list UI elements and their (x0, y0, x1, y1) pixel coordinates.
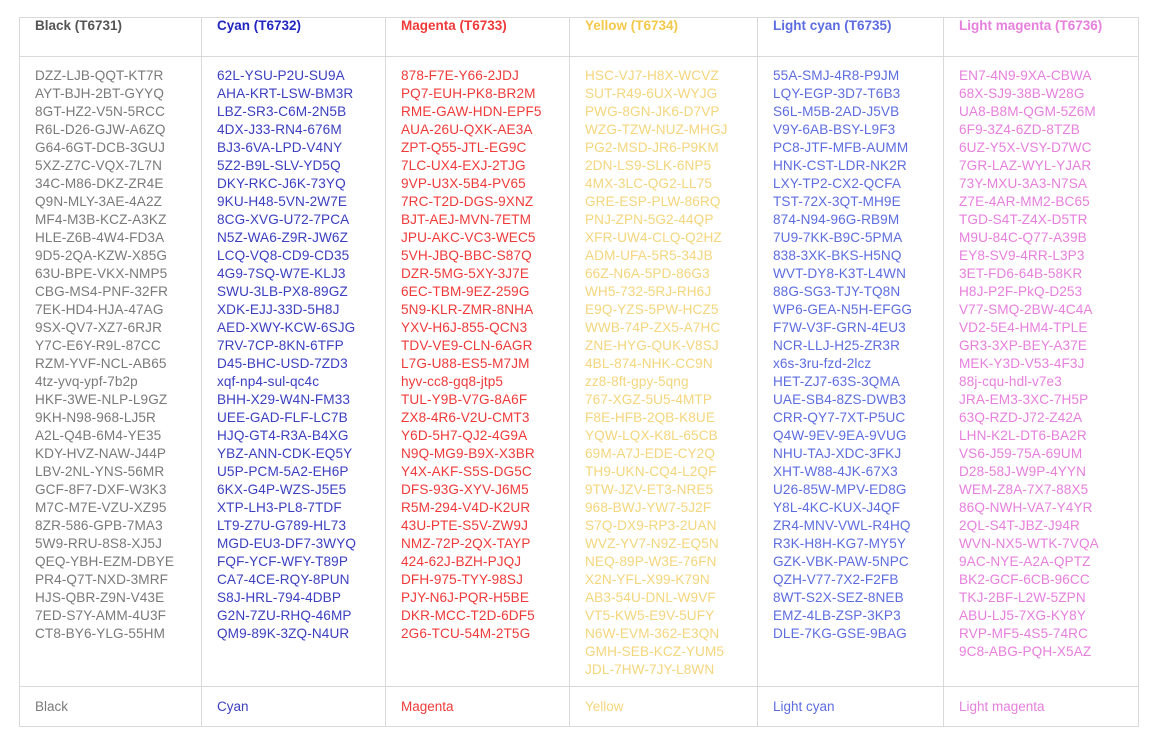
code-item: DKR-MCC-T2D-6DF5 (401, 608, 535, 623)
code-item: 9KU-H48-5VN-2W7E (217, 194, 348, 209)
code-item: NHU-TAJ-XDC-3FKJ (773, 446, 902, 461)
code-item: GCF-8F7-DXF-W3K3 (35, 482, 167, 497)
footer-row (20, 687, 1139, 727)
code-item: TGD-S4T-Z4X-D5TR (959, 212, 1088, 227)
column-header-magenta: Magenta (T6733) (386, 18, 570, 57)
code-item: VD2-5E4-HM4-TPLE (959, 320, 1088, 335)
code-item: U5P-PCM-5A2-EH6P (217, 464, 349, 479)
code-item: Q9N-MLY-3AE-4A2Z (35, 194, 163, 209)
column-footer-cyan: Cyan (202, 687, 386, 727)
code-item: WVZ-YV7-N9Z-EQ5N (585, 536, 719, 551)
code-item: PWG-8GN-JK6-D7VP (585, 104, 720, 119)
code-item: LXY-TP2-CX2-QCFA (773, 176, 902, 191)
code-item: TST-72X-3QT-MH9E (773, 194, 901, 209)
code-item: WEM-Z8A-7X7-88X5 (959, 482, 1089, 497)
code-item: 9VP-U3X-5B4-PV65 (401, 176, 526, 191)
code-item: QM9-89K-3ZQ-N4UR (217, 626, 350, 641)
code-item: 43U-PTE-S5V-ZW9J (401, 518, 528, 533)
code-item: 8GT-HZ2-V5N-5RCC (35, 104, 166, 119)
code-item: WZG-TZW-NUZ-MHGJ (585, 122, 728, 137)
code-item: 878-F7E-Y66-2JDJ (401, 68, 519, 83)
code-item: N5Z-WA6-Z9R-JW6Z (217, 230, 348, 245)
code-item: SUT-R49-6UX-WYJG (585, 86, 718, 101)
code-item: 55A-SMJ-4R8-P9JM (773, 68, 900, 83)
column-header-light-magenta: Light magenta (T6736) (944, 18, 1139, 57)
code-item: HJQ-GT4-R3A-B4XG (217, 428, 349, 443)
code-item: WH5-732-5RJ-RH6J (585, 284, 712, 299)
code-item: HJS-QBR-Z9N-V43E (35, 590, 165, 605)
code-item: M9U-84C-Q77-A39B (959, 230, 1087, 245)
code-item: 874-N94-96G-RB9M (773, 212, 900, 227)
column-footer-magenta: Magenta (386, 687, 570, 727)
code-item: F8E-HFB-2QB-K8UE (585, 410, 716, 425)
code-item: 424-62J-BZH-PJQJ (401, 554, 522, 569)
code-item: G64-6GT-DCB-3GUJ (35, 140, 166, 155)
code-item: ZPT-Q55-JTL-EG9C (401, 140, 527, 155)
code-item: S7Q-DX9-RP3-2UAN (585, 518, 717, 533)
code-item: LBV-2NL-YNS-56MR (35, 464, 165, 479)
code-item: KDY-HVZ-NAW-J44P (35, 446, 167, 461)
code-item: BJ3-6VA-LPD-V4NY (217, 140, 343, 155)
code-item: 7GR-LAZ-WYL-YJAR (959, 158, 1092, 173)
column-header-cyan: Cyan (T6732) (202, 18, 386, 57)
code-item: 3ET-FD6-64B-58KR (959, 266, 1083, 281)
codes-list-yellow (570, 57, 758, 687)
code-item: 8WT-S2X-SEZ-8NEB (773, 590, 904, 605)
code-item: 66Z-N6A-5PD-86G3 (585, 266, 710, 281)
code-item: 838-3XK-BKS-H5NQ (773, 248, 902, 263)
code-item: D45-BHC-USD-7ZD3 (217, 356, 348, 371)
codes-list-light-magenta (944, 57, 1139, 687)
code-item: ABU-LJ5-7XG-KY8Y (959, 608, 1087, 623)
code-item: VT5-KW5-E9V-5UFY (585, 608, 715, 623)
code-item: X2N-YFL-X99-K79N (585, 572, 710, 587)
code-item: 4tz-yvq-ypf-7b2p (35, 374, 138, 389)
code-item: 7RC-T2D-DGS-9XNZ (401, 194, 534, 209)
code-item: TH9-UKN-CQ4-L2QF (585, 464, 717, 479)
code-item: 8ZR-586-GPB-7MA3 (35, 518, 163, 533)
code-item: S8J-HRL-794-4DBP (217, 590, 341, 605)
code-item: 73Y-MXU-3A3-N7SA (959, 176, 1088, 191)
code-item: NEQ-89P-W3E-76FN (585, 554, 717, 569)
code-item: V9Y-6AB-BSY-L9F3 (773, 122, 896, 137)
code-item: LCQ-VQ8-CD9-CD35 (217, 248, 350, 263)
code-item: FQF-YCF-WFY-T89P (217, 554, 348, 569)
column-header-yellow: Yellow (T6734) (570, 18, 758, 57)
code-item: 34C-M86-DKZ-ZR4E (35, 176, 164, 191)
code-item: VS6-J59-75A-69UM (959, 446, 1083, 461)
code-item: 62L-YSU-P2U-SU9A (217, 68, 345, 83)
code-item: 63Q-RZD-J72-Z42A (959, 410, 1083, 425)
code-item: WWB-74P-ZX5-A7HC (585, 320, 721, 335)
code-item: 86Q-NWH-VA7-Y4YR (959, 500, 1093, 515)
code-item: RME-GAW-HDN-EPF5 (401, 104, 542, 119)
code-item: Z7E-4AR-MM2-BC65 (959, 194, 1090, 209)
code-item: MGD-EU3-DF7-3WYQ (217, 536, 357, 551)
code-item: NMZ-72P-2QX-TAYP (401, 536, 531, 551)
column-footer-black: Black (20, 687, 202, 727)
code-item: MF4-M3B-KCZ-A3KZ (35, 212, 167, 227)
code-item: AHA-KRT-LSW-BM3R (217, 86, 354, 101)
code-item: 2DN-LS9-SLK-6NP5 (585, 158, 712, 173)
code-item: DLE-7KG-GSE-9BAG (773, 626, 907, 641)
column-header-black: Black (T6731) (20, 18, 202, 57)
code-item: V77-SMQ-2BW-4C4A (959, 302, 1093, 317)
code-item: 69M-A7J-EDE-CY2Q (585, 446, 716, 461)
code-item: QEQ-YBH-EZM-DBYE (35, 554, 175, 569)
code-item: TUL-Y9B-V7G-8A6F (401, 392, 528, 407)
code-item: NCR-LLJ-H25-ZR3R (773, 338, 900, 353)
codes-list-light-cyan (758, 57, 944, 687)
code-item: 5Z2-B9L-SLV-YD5Q (217, 158, 341, 173)
code-item: QZH-V77-7X2-F2FB (773, 572, 899, 587)
code-item: WP6-GEA-N5H-EFGG (773, 302, 913, 317)
code-item: EY8-SV9-4RR-L3P3 (959, 248, 1085, 263)
code-item: Y4X-AKF-S5S-DG5C (401, 464, 532, 479)
code-item: HSC-VJ7-H8X-WCVZ (585, 68, 719, 83)
code-item: 4DX-J33-RN4-676M (217, 122, 342, 137)
code-item: E9Q-YZS-5PW-HCZ5 (585, 302, 719, 317)
code-item: N9Q-MG9-B9X-X3BR (401, 446, 535, 461)
code-item: LQY-EGP-3D7-T6B3 (773, 86, 901, 101)
code-item: Y8L-4KC-KUX-J4QF (773, 500, 900, 515)
code-item: DZZ-LJB-QQT-KT7R (35, 68, 164, 83)
code-item: 6KX-G4P-WZS-J5E5 (217, 482, 347, 497)
code-item: U26-85W-MPV-ED8G (773, 482, 907, 497)
code-item: 9TW-JZV-ET3-NRE5 (585, 482, 714, 497)
code-item: LBZ-SR3-C6M-2N5B (217, 104, 347, 119)
header-row (20, 18, 1139, 57)
code-item: ZNE-HYG-QUK-V8SJ (585, 338, 719, 353)
code-item: WVT-DY8-K3T-L4WN (773, 266, 907, 281)
code-item: LHN-K2L-DT6-BA2R (959, 428, 1087, 443)
code-item: ZR4-MNV-VWL-R4HQ (773, 518, 911, 533)
code-item: SWU-3LB-PX8-89GZ (217, 284, 348, 299)
code-item: BJT-AEJ-MVN-7ETM (401, 212, 531, 227)
code-item: RZM-YVF-NCL-AB65 (35, 356, 167, 371)
codes-list-magenta (386, 57, 570, 687)
code-item: PJY-N6J-PQR-H5BE (401, 590, 530, 605)
code-item: hyv-cc8-gq8-jtp5 (401, 374, 504, 389)
code-item: 5XZ-Z7C-VQX-7L7N (35, 158, 162, 173)
code-item: 2QL-S4T-JBZ-J94R (959, 518, 1080, 533)
code-item: PG2-MSD-JR6-P9KM (585, 140, 719, 155)
code-item: UA8-B8M-QGM-5Z6M (959, 104, 1096, 119)
code-item: MEK-Y3D-V53-4F3J (959, 356, 1085, 371)
code-item: Y7C-E6Y-R9L-87CC (35, 338, 161, 353)
code-item: CBG-MS4-PNF-32FR (35, 284, 169, 299)
code-item: HET-ZJ7-63S-3QMA (773, 374, 900, 389)
code-item: 7U9-7KK-B9C-5PMA (773, 230, 903, 245)
code-item: 7RV-7CP-8KN-6TFP (217, 338, 344, 353)
code-item: DFH-975-TYY-98SJ (401, 572, 523, 587)
code-item: YXV-H6J-855-QCN3 (401, 320, 528, 335)
code-item: 767-XGZ-5U5-4MTP (585, 392, 712, 407)
code-item: 9KH-N98-968-LJ5R (35, 410, 156, 425)
code-item: YQW-LQX-K8L-65CB (585, 428, 718, 443)
code-item: Q4W-9EV-9EA-9VUG (773, 428, 907, 443)
code-item: 6F9-3Z4-6ZD-8TZB (959, 122, 1080, 137)
code-item: 8CG-XVG-U72-7PCA (217, 212, 350, 227)
code-item: ADM-UFA-5R5-34JB (585, 248, 713, 263)
code-item: D28-58J-W9P-4YYN (959, 464, 1087, 479)
code-item: CT8-BY6-YLG-55HM (35, 626, 166, 641)
code-item: DFS-93G-XYV-J6M5 (401, 482, 529, 497)
code-item: AED-XWY-KCW-6SJG (217, 320, 356, 335)
code-item: R3K-H8H-KG7-MY5Y (773, 536, 907, 551)
code-item: 6EC-TBM-9EZ-259G (401, 284, 530, 299)
code-item: S6L-M5B-2AD-J5VB (773, 104, 900, 119)
code-item: RVP-MF5-4S5-74RC (959, 626, 1089, 641)
code-item: ZX8-4R6-V2U-CMT3 (401, 410, 530, 425)
code-item: XHT-W88-4JK-67X3 (773, 464, 898, 479)
column-footer-yellow: Yellow (570, 687, 758, 727)
code-item: 68X-SJ9-38B-W28G (959, 86, 1085, 101)
codes-row (20, 57, 1139, 687)
code-item: xqf-np4-sul-qc4c (217, 374, 320, 389)
code-item: BHH-X29-W4N-FM33 (217, 392, 351, 407)
code-item: AB3-54U-DNL-W9VF (585, 590, 716, 605)
code-item: BK2-GCF-6CB-96CC (959, 572, 1090, 587)
code-item: 7LC-UX4-EXJ-2TJG (401, 158, 526, 173)
code-item: 2G6-TCU-54M-2T5G (401, 626, 531, 641)
code-item: 5VH-JBQ-BBC-S87Q (401, 248, 532, 263)
column-footer-light-cyan: Light cyan (758, 687, 944, 727)
code-item: CA7-4CE-RQY-8PUN (217, 572, 350, 587)
code-item: zz8-8ft-gpy-5qng (585, 374, 689, 389)
code-item: 4MX-3LC-QG2-LL75 (585, 176, 713, 191)
code-item: 4BL-874-NHK-CC9N (585, 356, 713, 371)
code-item: HLE-Z6B-4W4-FD3A (35, 230, 165, 245)
code-item: 4G9-7SQ-W7E-KLJ3 (217, 266, 346, 281)
code-item: M7C-M7E-VZU-XZ95 (35, 500, 167, 515)
code-item: Y6D-5H7-QJ2-4G9A (401, 428, 528, 443)
column-header-light-cyan: Light cyan (T6735) (758, 18, 944, 57)
code-item: PC8-JTF-MFB-AUMM (773, 140, 909, 155)
code-item: 6UZ-Y5X-VSY-D7WC (959, 140, 1092, 155)
code-item: AUA-26U-QXK-AE3A (401, 122, 533, 137)
code-item: CRR-QY7-7XT-P5UC (773, 410, 906, 425)
code-item: 7EK-HD4-HJA-47AG (35, 302, 164, 317)
code-item: DZR-5MG-5XY-3J7E (401, 266, 530, 281)
code-item: XDK-EJJ-33D-5H8J (217, 302, 340, 317)
code-item: GMH-SEB-KCZ-YUM5 (585, 644, 725, 659)
code-item: HNK-CST-LDR-NK2R (773, 158, 907, 173)
code-item: 5W9-RRU-8S8-XJ5J (35, 536, 162, 551)
code-item: F7W-V3F-GRN-4EU3 (773, 320, 906, 335)
code-item: N6W-EVM-362-E3QN (585, 626, 720, 641)
code-item: 88j-cqu-hdl-v7e3 (959, 374, 1062, 389)
code-item: DKY-RKC-J6K-73YQ (217, 176, 346, 191)
codes-list-cyan (202, 57, 386, 687)
code-item: PNJ-ZPN-5G2-44QP (585, 212, 714, 227)
code-item: TKJ-2BF-L2W-5ZPN (959, 590, 1086, 605)
code-item: 5N9-KLR-ZMR-8NHA (401, 302, 534, 317)
column-footer-light-magenta: Light magenta (944, 687, 1139, 727)
code-item: GR3-3XP-BEY-A37E (959, 338, 1088, 353)
code-item: JPU-AKC-VC3-WEC5 (401, 230, 536, 245)
code-item: L7G-U88-ES5-M7JM (401, 356, 530, 371)
code-item: LT9-Z7U-G789-HL73 (217, 518, 347, 533)
code-item: 968-BWJ-YW7-5J2F (585, 500, 712, 515)
code-item: HKF-3WE-NLP-L9GZ (35, 392, 168, 407)
code-item: GZK-VBK-PAW-5NPC (773, 554, 909, 569)
code-item: UAE-SB4-8ZS-DWB3 (773, 392, 907, 407)
code-item: R5M-294-V4D-K2UR (401, 500, 531, 515)
codes-list-black (20, 57, 202, 687)
code-item: R6L-D26-GJW-A6ZQ (35, 122, 166, 137)
code-item: AYT-BJH-2BT-GYYQ (35, 86, 165, 101)
code-item: H8J-P2F-PkQ-D253 (959, 284, 1083, 299)
code-item: PQ7-EUH-PK8-BR2M (401, 86, 536, 101)
code-item: 9SX-QV7-XZ7-6RJR (35, 320, 162, 335)
code-item: GRE-ESP-PLW-86RQ (585, 194, 721, 209)
code-item: 9AC-NYE-A2A-QPTZ (959, 554, 1091, 569)
code-item: XTP-LH3-PL8-7TDF (217, 500, 342, 515)
code-item: 88G-SG3-TJY-TQ8N (773, 284, 901, 299)
code-item: UEE-GAD-FLF-LC7B (217, 410, 348, 425)
code-item: TDV-VE9-CLN-6AGR (401, 338, 533, 353)
code-item: x6s-3ru-fzd-2lcz (773, 356, 872, 371)
code-item: WVN-NX5-WTK-7VQA (959, 536, 1099, 551)
code-item: G2N-7ZU-RHQ-46MP (217, 608, 352, 623)
code-item: YBZ-ANN-CDK-EQ5Y (217, 446, 353, 461)
code-item: 9D5-2QA-KZW-X85G (35, 248, 168, 263)
code-item: JDL-7HW-7JY-L8WN (585, 662, 715, 677)
code-item: JRA-EM3-3XC-7H5P (959, 392, 1089, 407)
code-item: A2L-Q4B-6M4-YE35 (35, 428, 162, 443)
product-codes-table (19, 17, 1139, 727)
code-item: EMZ-4LB-ZSP-3KP3 (773, 608, 901, 623)
code-item: EN7-4N9-9XA-CBWA (959, 68, 1092, 83)
code-item: 63U-BPE-VKX-NMP5 (35, 266, 168, 281)
code-item: 7ED-S7Y-AMM-4U3F (35, 608, 167, 623)
code-item: XFR-UW4-CLQ-Q2HZ (585, 230, 722, 245)
code-item: 9C8-ABG-PQH-X5AZ (959, 644, 1092, 659)
code-item: PR4-Q7T-NXD-3MRF (35, 572, 169, 587)
